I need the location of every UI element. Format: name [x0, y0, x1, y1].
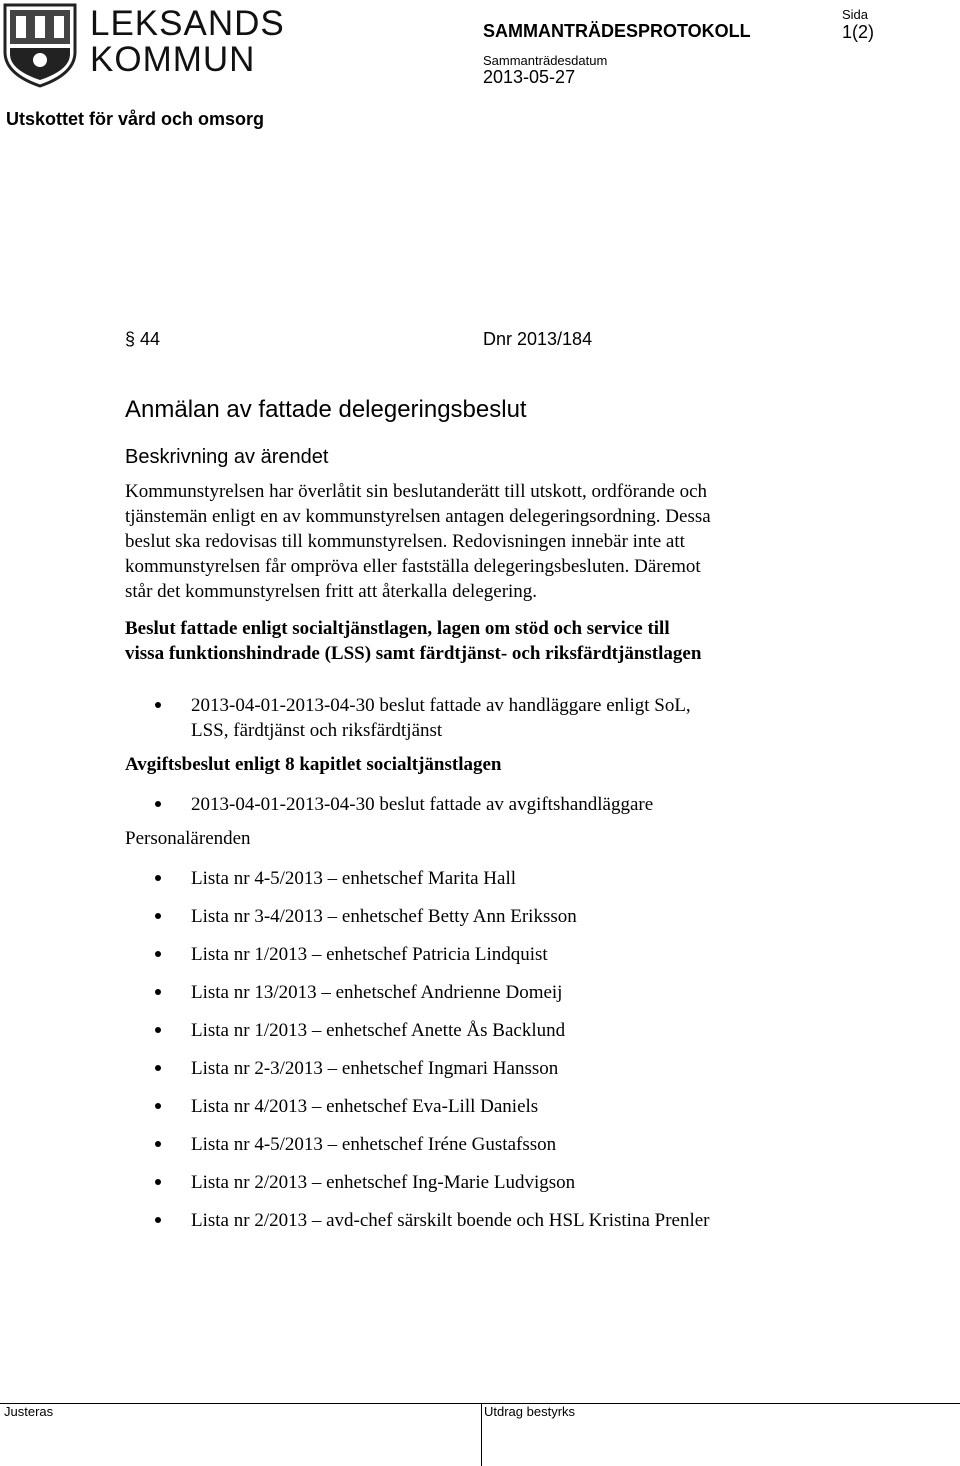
group3-heading: Personalärenden: [125, 828, 251, 849]
description-line: kommunstyrelsen får ompröva eller fastställa delegeringsbesluten. Däremot: [125, 556, 701, 577]
description-line: tjänstemän enligt en av kommunstyrelsen antagen delegeringsordning. Dessa: [125, 506, 711, 527]
footer-divider-line: [0, 1403, 960, 1404]
municipality-coat-of-arms-logo: [2, 2, 78, 88]
description-text: [125, 479, 815, 604]
personnel-list-item: Lista nr 1/2013 – enhetschef Anette Ås Backlund: [191, 1020, 566, 1041]
bullet-icon: [155, 913, 161, 919]
footer-column-divider: [481, 1403, 482, 1466]
bullet-icon: [155, 1179, 161, 1185]
group1-heading: [125, 616, 825, 666]
case-number: Dnr 2013/184: [483, 329, 593, 349]
bullet-icon: [155, 989, 161, 995]
description-line: står det kommunstyrelsen fritt att återkalla delegering.: [125, 581, 538, 602]
bullet-icon: [155, 801, 161, 807]
personnel-list-item: Lista nr 2-3/2013 – enhetschef Ingmari Hansson: [191, 1058, 559, 1079]
meeting-date: 2013-05-27: [483, 67, 576, 87]
personnel-list-item: Lista nr 13/2013 – enhetschef Andrienne Domeij: [191, 982, 563, 1003]
group1-item-line: 2013-04-01-2013-04-30 beslut fattade av handläggare enligt SoL,: [191, 695, 691, 716]
group1-heading-line: Beslut fattade enligt socialtjänstlagen, lagen om stöd och service till: [125, 618, 670, 639]
footer-utdrag-label: Utdrag bestyrks: [484, 1404, 576, 1419]
org-name-line1: LEKSANDS: [90, 4, 285, 43]
footer-justeras-label: Justeras: [4, 1404, 54, 1419]
committee-name: Utskottet för vård och omsorg: [6, 109, 265, 129]
description-line: beslut ska redovisas till kommunstyrelsen. Redovisningen innebär inte att: [125, 531, 685, 552]
group1-heading-line: vissa funktionshindrade (LSS) samt färdtjänst- och riksfärdtjänstlagen: [125, 643, 702, 664]
bullet-icon: [155, 1103, 161, 1109]
group1-item-line: LSS, färdtjänst och riksfärdtjänst: [191, 720, 443, 741]
personnel-list-item: Lista nr 4/2013 – enhetschef Eva-Lill Daniels: [191, 1096, 539, 1117]
org-name-line2: KOMMUN: [90, 40, 256, 79]
description-heading: Beskrivning av ärendet: [125, 446, 329, 468]
group2-item: 2013-04-01-2013-04-30 beslut fattade av avgiftshandläggare: [191, 794, 654, 815]
description-line: Kommunstyrelsen har överlåtit sin beslutanderätt till utskott, ordförande och: [125, 481, 708, 502]
personnel-list-item: Lista nr 4-5/2013 – enhetschef Marita Hall: [191, 868, 517, 889]
section-title: Anmälan av fattade delegeringsbeslut: [125, 396, 527, 423]
personnel-list-item: Lista nr 2/2013 – avd-chef särskilt boende och HSL Kristina Prenler: [191, 1210, 710, 1231]
page-label: Sida: [842, 7, 869, 22]
personnel-list-item: Lista nr 2/2013 – enhetschef Ing-Marie Ludvigson: [191, 1172, 576, 1193]
page-number: 1(2): [842, 22, 875, 42]
bullet-icon: [155, 951, 161, 957]
bullet-icon: [155, 1027, 161, 1033]
bullet-icon: [155, 875, 161, 881]
bullet-icon: [155, 1141, 161, 1147]
bullet-icon: [155, 702, 161, 708]
meeting-date-label: Sammanträdesdatum: [483, 53, 608, 68]
personnel-list-item: Lista nr 4-5/2013 – enhetschef Iréne Gustafsson: [191, 1134, 557, 1155]
personnel-list-item: Lista nr 3-4/2013 – enhetschef Betty Ann Eriksson: [191, 906, 577, 927]
personnel-list-item: Lista nr 1/2013 – enhetschef Patricia Lindquist: [191, 944, 548, 965]
bullet-icon: [155, 1217, 161, 1223]
paragraph-number: § 44: [125, 329, 161, 349]
document-title: SAMMANTRÄDESPROTOKOLL: [483, 21, 751, 41]
bullet-icon: [155, 1065, 161, 1071]
group2-heading: Avgiftsbeslut enligt 8 kapitlet socialtjänstlagen: [125, 754, 502, 775]
